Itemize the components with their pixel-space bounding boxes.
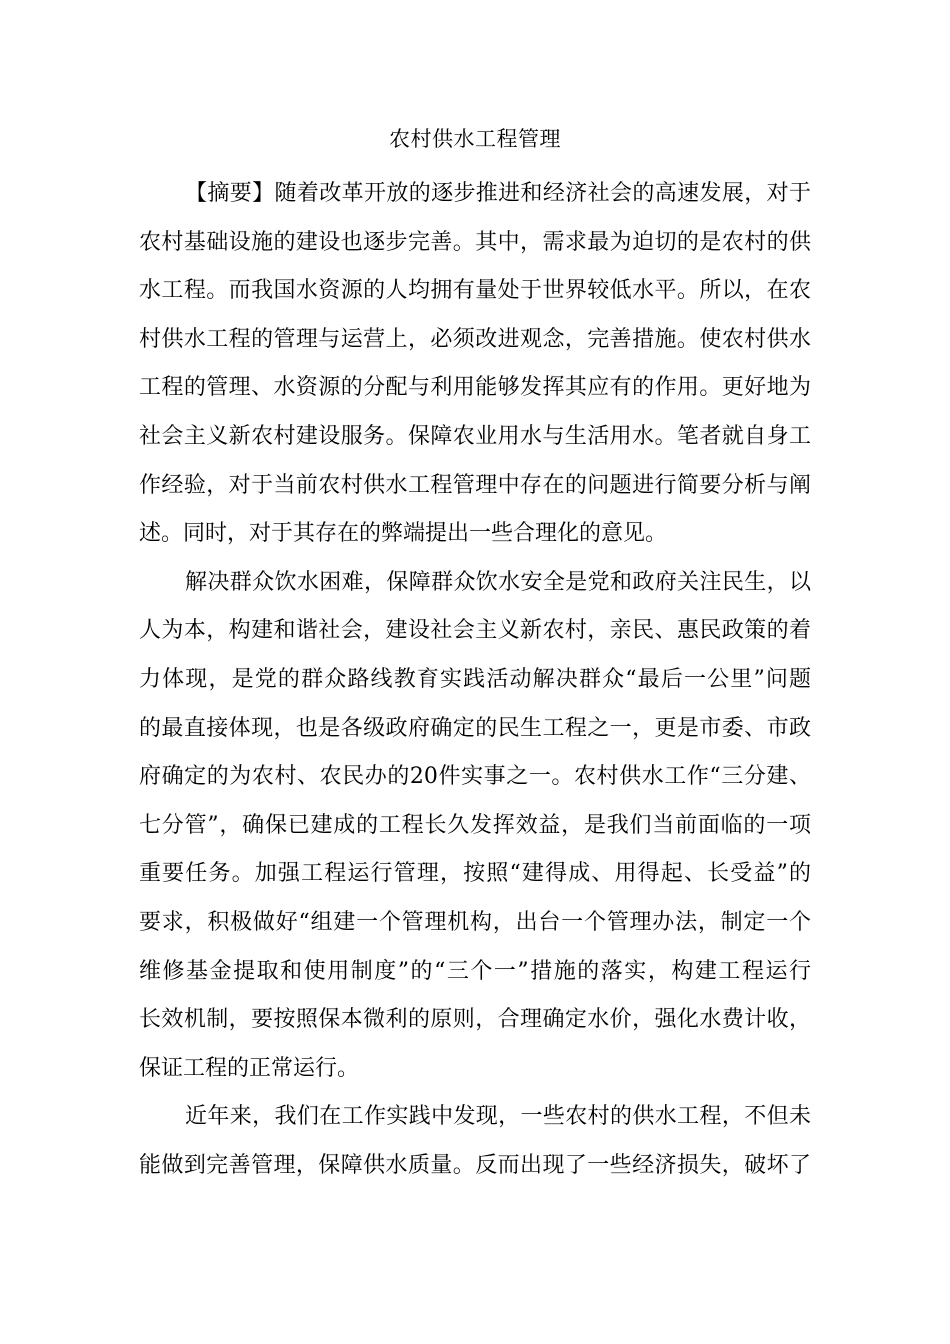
document-body bbox=[139, 170, 811, 1190]
text-line: 长效机制，要按照保本微利的原则，合理确定水价，强化水费计收， bbox=[139, 1007, 811, 1033]
text-line: 作经验，对于当前农村供水工程管理中存在的问题进行简要分析与阐 bbox=[139, 472, 811, 498]
text-line: 近年来，我们在工作实践中发现，一些农村的供水工程，不但未 bbox=[185, 1104, 811, 1130]
text-line: 能做到完善管理，保障供水质量。反而出现了一些经济损失，破坏了 bbox=[139, 1152, 811, 1178]
text-line: 农村基础设施的建设也逐步完善。其中，需求最为迫切的是农村的供 bbox=[139, 229, 811, 255]
text-line: 的最直接体现，也是各级政府确定的民生工程之一，更是市委、市政 bbox=[139, 715, 811, 741]
text-line: 人为本，构建和谐社会，建设社会主义新农村，亲民、惠民政策的着 bbox=[139, 618, 811, 644]
text-line: 维修基金提取和使用制度”的“三个一”措施的落实，构建工程运行 bbox=[139, 958, 811, 984]
abstract-paragraph bbox=[139, 170, 811, 559]
text-line: 府确定的为农村、农民办的20件实事之一。农村供水工作“三分建、 bbox=[139, 764, 811, 790]
document-title: 农村供水工程管理 bbox=[389, 127, 561, 151]
text-line: 解决群众饮水困难，保障群众饮水安全是党和政府关注民生，以 bbox=[185, 569, 811, 595]
body-paragraph bbox=[139, 559, 811, 1094]
text-line: 村供水工程的管理与运营上，必须改进观念，完善措施。使农村供水 bbox=[139, 326, 811, 352]
text-line: 【摘要】随着改革开放的逐步推进和经济社会的高速发展，对于 bbox=[185, 181, 811, 206]
text-line: 要求，积极做好“组建一个管理机构，出台一个管理办法，制定一个 bbox=[139, 909, 811, 935]
text-line: 社会主义新农村建设服务。保障农业用水与生活用水。笔者就自身工 bbox=[139, 423, 811, 449]
text-line: 工程的管理、水资源的分配与利用能够发挥其应有的作用。更好地为 bbox=[139, 375, 811, 401]
text-line: 七分管”，确保已建成的工程长久发挥效益，是我们当前面临的一项 bbox=[139, 812, 811, 838]
text-line: 重要任务。加强工程运行管理，按照“建得成、用得起、长受益”的 bbox=[139, 861, 811, 887]
text-line: 水工程。而我国水资源的人均拥有量处于世界较低水平。所以，在农 bbox=[139, 278, 811, 304]
text-line: 保证工程的正常运行。 bbox=[139, 1055, 360, 1081]
text-line: 述。同时，对于其存在的弊端提出一些合理化的意见。 bbox=[139, 521, 668, 547]
body-paragraph bbox=[139, 1093, 811, 1190]
text-line: 力体现，是党的群众路线教育实践活动解决群众“最后一公里”问题 bbox=[139, 666, 811, 692]
